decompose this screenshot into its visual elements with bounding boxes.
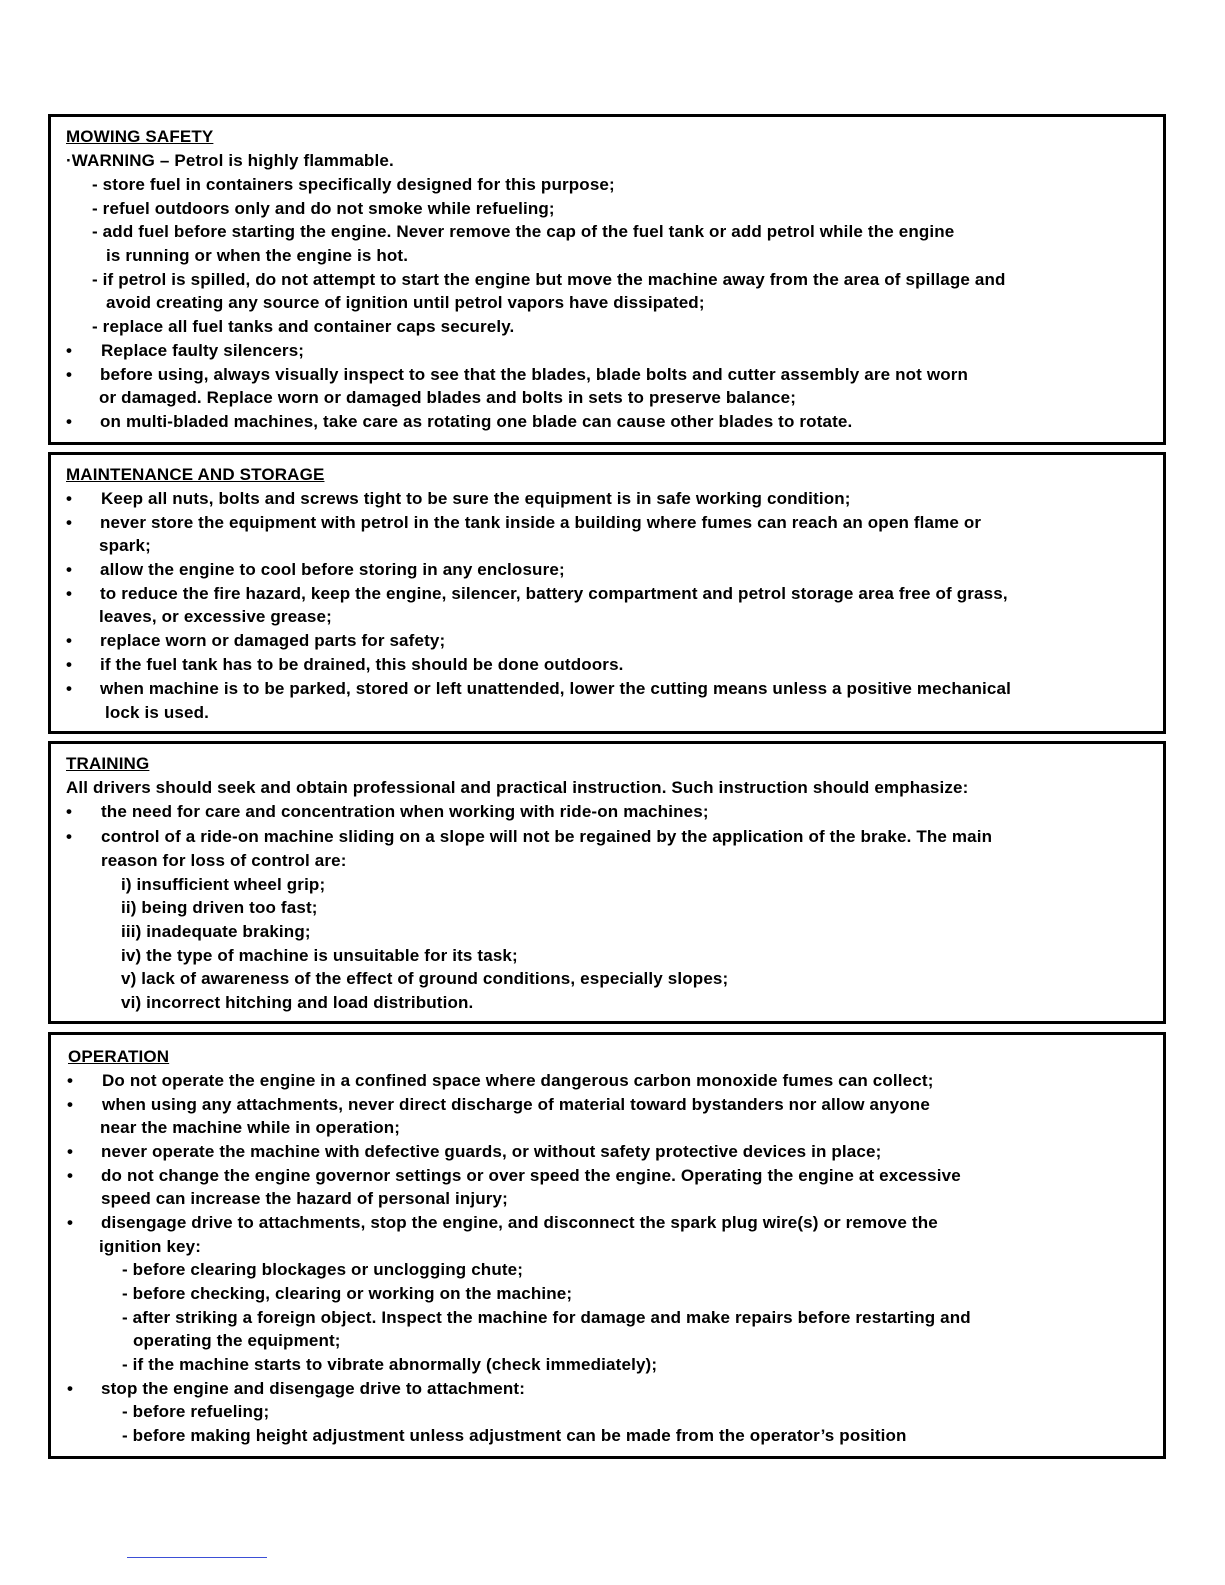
text-line: reason for loss of control are: bbox=[101, 851, 347, 870]
bullet-icon: • bbox=[66, 631, 72, 650]
bullet-icon: • bbox=[66, 827, 72, 846]
sub-item: vi) incorrect hitching and load distribution. bbox=[121, 993, 474, 1012]
list-item: control of a ride-on machine sliding on a slope will not be regained by the application of the brake. The main bbox=[101, 827, 993, 846]
sub-item: - after striking a foreign object. Inspect the machine for damage and make repairs before restarting and bbox=[122, 1308, 971, 1327]
section-heading: TRAINING bbox=[66, 754, 150, 773]
list-item: Keep all nuts, bolts and screws tight to be sure the equipment is in safe working condition; bbox=[101, 489, 851, 508]
bullet-icon: • bbox=[66, 802, 72, 821]
list-item: Replace faulty silencers; bbox=[101, 341, 305, 360]
bullet-icon: • bbox=[66, 560, 72, 579]
text-line: All drivers should seek and obtain professional and practical instruction. Such instruction should emphasize: bbox=[66, 778, 969, 797]
bullet-icon: • bbox=[66, 489, 72, 508]
text-line: operating the equipment; bbox=[133, 1331, 341, 1350]
list-item: never store the equipment with petrol in the tank inside a building where fumes can reach an open flame or bbox=[100, 513, 982, 532]
bullet-icon: • bbox=[67, 1379, 73, 1398]
bullet-icon: • bbox=[66, 584, 72, 603]
list-item: on multi-bladed machines, take care as rotating one blade can cause other blades to rotate. bbox=[100, 412, 853, 431]
section-heading: MAINTENANCE AND STORAGE bbox=[66, 465, 325, 484]
sub-item: - before clearing blockages or unclogging chute; bbox=[122, 1260, 524, 1279]
bullet-icon: • bbox=[67, 1213, 73, 1232]
sub-item: iii) inadequate braking; bbox=[121, 922, 311, 941]
bullet-icon: • bbox=[66, 655, 72, 674]
bullet-icon: • bbox=[66, 513, 72, 532]
text-line: near the machine while in operation; bbox=[100, 1118, 401, 1137]
text-line: - refuel outdoors only and do not smoke while refueling; bbox=[92, 199, 555, 218]
list-item: never operate the machine with defective guards, or without safety protective devices in place; bbox=[101, 1142, 882, 1161]
text-line: - store fuel in containers specifically designed for this purpose; bbox=[92, 175, 615, 194]
section-heading: MOWING SAFETY bbox=[66, 127, 214, 146]
text-line: ignition key: bbox=[99, 1237, 202, 1256]
bullet-icon: • bbox=[66, 412, 72, 431]
bullet-icon: • bbox=[66, 679, 72, 698]
text-line: - replace all fuel tanks and container caps securely. bbox=[92, 317, 515, 336]
text-line: spark; bbox=[99, 536, 151, 555]
sub-item: - before refueling; bbox=[122, 1402, 270, 1421]
bullet-icon: • bbox=[67, 1071, 73, 1090]
warning-line: ·WARNING – Petrol is highly flammable. bbox=[66, 151, 394, 170]
text-line: is running or when the engine is hot. bbox=[106, 246, 409, 265]
text-line: - add fuel before starting the engine. Never remove the cap of the fuel tank or add petrol while the engine bbox=[92, 222, 955, 241]
bullet-icon: • bbox=[67, 1166, 73, 1185]
list-item: disengage drive to attachments, stop the engine, and disconnect the spark plug wire(s) or remove the bbox=[101, 1213, 938, 1232]
sub-item: - before checking, clearing or working on the machine; bbox=[122, 1284, 573, 1303]
text-line: lock is used. bbox=[105, 703, 209, 722]
sub-item: - if the machine starts to vibrate abnormally (check immediately); bbox=[122, 1355, 658, 1374]
list-item: Do not operate the engine in a confined space where dangerous carbon monoxide fumes can collect; bbox=[102, 1071, 934, 1090]
bullet-icon: • bbox=[67, 1142, 73, 1161]
text-line: or damaged. Replace worn or damaged blades and bolts in sets to preserve balance; bbox=[99, 388, 797, 407]
list-item: if the fuel tank has to be drained, this should be done outdoors. bbox=[100, 655, 624, 674]
sub-item: iv) the type of machine is unsuitable for its task; bbox=[121, 946, 518, 965]
list-item: the need for care and concentration when working with ride-on machines; bbox=[101, 802, 709, 821]
sub-item: ii) being driven too fast; bbox=[121, 898, 318, 917]
text-line: - if petrol is spilled, do not attempt to start the engine but move the machine away from the area of spillage and bbox=[92, 270, 1006, 289]
list-item: when machine is to be parked, stored or left unattended, lower the cutting means unless a positive mechanical bbox=[100, 679, 1011, 698]
bullet-icon: • bbox=[66, 341, 72, 360]
list-item: to reduce the fire hazard, keep the engine, silencer, battery compartment and petrol storage area free of grass, bbox=[100, 584, 1008, 603]
footer-rule bbox=[127, 1557, 267, 1558]
bullet-icon: • bbox=[66, 365, 72, 384]
text-line: speed can increase the hazard of personal injury; bbox=[101, 1189, 508, 1208]
bullet-icon: • bbox=[67, 1095, 73, 1114]
sub-item: i) insufficient wheel grip; bbox=[121, 875, 326, 894]
list-item: before using, always visually inspect to see that the blades, blade bolts and cutter assembly are not worn bbox=[100, 365, 969, 384]
sub-item: - before making height adjustment unless adjustment can be made from the operator’s position bbox=[122, 1426, 907, 1445]
sub-item: v) lack of awareness of the effect of ground conditions, especially slopes; bbox=[121, 969, 729, 988]
list-item: allow the engine to cool before storing in any enclosure; bbox=[100, 560, 565, 579]
text-line: avoid creating any source of ignition until petrol vapors have dissipated; bbox=[106, 293, 705, 312]
section-heading: OPERATION bbox=[68, 1047, 170, 1066]
list-item: replace worn or damaged parts for safety; bbox=[100, 631, 446, 650]
list-item: when using any attachments, never direct discharge of material toward bystanders nor allow anyone bbox=[102, 1095, 930, 1114]
text-line: leaves, or excessive grease; bbox=[99, 607, 332, 626]
list-item: stop the engine and disengage drive to attachment: bbox=[101, 1379, 526, 1398]
list-item: do not change the engine governor settings or over speed the engine. Operating the engine at excessive bbox=[101, 1166, 961, 1185]
